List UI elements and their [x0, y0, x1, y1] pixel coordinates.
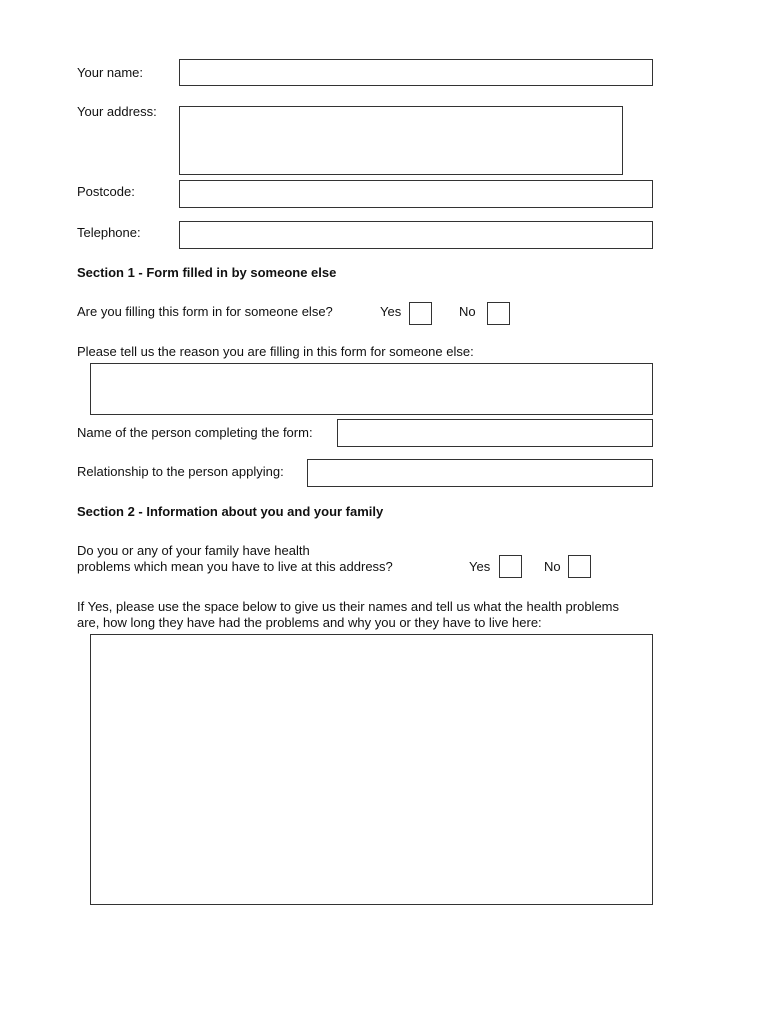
health-question-line-1: Do you or any of your family have health — [77, 543, 310, 558]
relationship-label: Relationship to the person applying: — [77, 464, 284, 479]
relationship-field[interactable] — [307, 459, 653, 487]
telephone-label: Telephone: — [77, 225, 141, 240]
section-2-no-label: No — [544, 559, 561, 574]
section-1-yes-checkbox[interactable] — [409, 302, 432, 325]
section-1-yes-label: Yes — [380, 304, 402, 319]
health-details-line-2: are, how long they have had the problems and why you or they have to live here: — [77, 615, 542, 630]
section-1-no-label: No — [459, 304, 476, 319]
telephone-field[interactable] — [179, 221, 653, 249]
postcode-field[interactable] — [179, 180, 653, 208]
your-name-label: Your name: — [77, 65, 144, 80]
health-question-line-2: problems which mean you have to live at this address? — [77, 559, 393, 574]
completer-name-label: Name of the person completing the form: — [77, 425, 313, 440]
reason-label: Please tell us the reason you are filling in this form for someone else: — [77, 344, 474, 359]
reason-field[interactable] — [90, 363, 653, 415]
health-details-line-1: If Yes, please use the space below to give us their names and tell us what the health problems — [77, 599, 620, 614]
section-1-no-checkbox[interactable] — [487, 302, 510, 325]
your-address-label: Your address: — [77, 104, 157, 119]
section-2-yes-label: Yes — [469, 559, 491, 574]
completer-name-field[interactable] — [337, 419, 653, 447]
section-1-heading: Section 1 - Form filled in by someone else — [77, 265, 337, 280]
filling-for-someone-else-question: Are you filling this form in for someone else? — [77, 304, 333, 319]
section-2-heading: Section 2 - Information about you and your family — [77, 504, 384, 519]
section-2-no-checkbox[interactable] — [568, 555, 591, 578]
postcode-label: Postcode: — [77, 184, 135, 199]
health-details-field[interactable] — [90, 634, 653, 905]
your-name-field[interactable] — [179, 59, 653, 86]
section-2-yes-checkbox[interactable] — [499, 555, 522, 578]
your-address-field[interactable] — [179, 106, 623, 175]
